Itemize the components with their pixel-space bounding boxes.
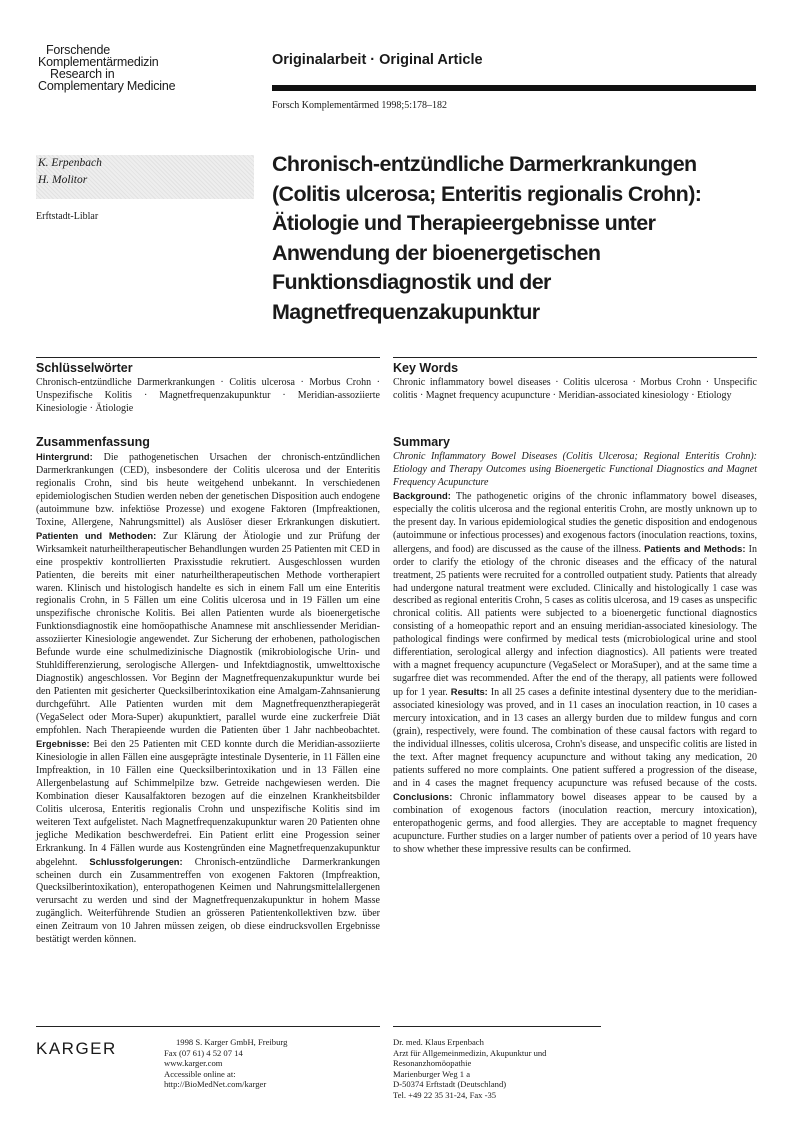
results-label: Ergebnisse: [36, 737, 90, 749]
methods-label: Patients and Methods: [644, 542, 746, 554]
title-line: Funktionsdiagnostik und der [272, 270, 551, 294]
keywords-en-heading: Key Words [393, 361, 459, 375]
publisher-online-link[interactable]: http://BioMedNet.com/karger [164, 1079, 267, 1090]
background-text: The pathogenetic origins of the chronic inflammatory bowel diseases, especially the colitis ulcerosa and the regional enteritis Crohn, are mostly unknown up to the present day. In various epidemiological studies the genetic disposition and endogenous (autoimmune or infectious processes) and exogenous factors (inoculation reactions, toxins, allergens, and food) are discussed as the cause of the illness. [393, 490, 757, 555]
title-line: Chronisch-entzündliche Darmerkrankungen [272, 152, 697, 176]
publisher-fax: Fax (07 61) 4 52 07 14 [164, 1047, 243, 1058]
citation: Forsch Komplementärmed 1998;5:178–182 [272, 100, 447, 111]
journal-name-line: Forschende [46, 43, 111, 57]
author-name: H. Molitor [38, 174, 88, 186]
background-label: Hintergrund: [36, 451, 93, 462]
summary-subtitle: Chronic Inflammatory Bowel Diseases (Colitis Ulcerosa; Regional Enteritis Crohn): Etiology and Therapy Outcomes using Bioenergetic Functional Diagnostics and Magnet Frequency Acupuncture [393, 451, 757, 488]
title-line: (Colitis ulcerosa; Enteritis regionalis Crohn): [272, 181, 702, 206]
correspondence-line: Marienburger Weg 1 a [393, 1068, 471, 1079]
author-name: K. Erpenbach [38, 157, 102, 169]
title-line: Anwendung der bioenergetischen [272, 240, 601, 265]
correspondence-line: Arzt für Allgemeinmedizin, Akupunktur und [393, 1047, 547, 1058]
journal-name [38, 44, 238, 92]
publisher-online-note: Accessible online at: [164, 1068, 236, 1079]
results-label: Results: [450, 686, 488, 698]
methods-text: Zur Klärung der Ätiologie und zur Prüfung der Wirksamkeit naturheiltherapeutischer Behandlungen wurden 25 Patienten mit CED in eine prospektiv kontrollierten Praxisstudie rekrutiert. Ausgeschlossen wurden Patienten, die bereits mit einer naturheiltherapeutischen Methode vortherapiert waren. Klinisch und histologisch handelte es sich in einem Fall um eine Enteritis regionalis Crohn, in 5 Fällen um eine Colitis ulcerosa und in 19 Fällen um eine unspezifische chronische Kolitis. Bei allen Patienten wurde als bioenergetische Funktionsdiagnostik eine homöopathische Anamnese mit anschliessender Meridian-assoziierter Kinesiologie angewendet. Zur Sicherung der erhobenen, pathologischen Befunde wurde eine schulmedizinische Diagnostik (mikrobiologische Urin- und Stuhldifferenzierung, serologische Allergen- und Infektdiagnostik, umwelttoxische Diagnostik) angeschlossen. Vor Beginn der Magnetfrequenzakupunktur wurde bei den Patienten mit gesicherter Quecksilberintoxikation eine Amalgam-Zahnsanierung durchgeführt. Alle Patienten wurden mit dem Magnetfrequenztherapiegerät (VegaSelect oder Mora-Super) akupunktiert, parallel wurde eine zuckerfreie Diät empfohlen. Nach Therapieende wurden die Patienten über 1 Jahr nachbeobachtet. [36, 530, 380, 737]
journal-name-line: Komplementärmedizin [38, 55, 159, 69]
conclusion-label: Conclusions: [393, 790, 453, 802]
methods-label: Patienten und Methoden: [36, 529, 157, 541]
section-rule [393, 357, 757, 358]
keywords-de-text: Chronisch-entzündliche Darmerkrankungen · Colitis ulcerosa · Morbus Crohn · Unspezifische Kolitis · Magnetfrequenzakupunktur · Meridian-assoziierte Kinesiologie · Ätiologie [36, 377, 380, 414]
keywords-en-text: Chronic inflammatory bowel diseases · Colitis ulcerosa · Morbus Crohn · Unspecific colitis · Magnet frequency acupuncture · Meridian-associated kinesiology · Etiology [393, 377, 757, 401]
section-rule [36, 357, 380, 358]
correspondence-address [393, 1037, 546, 1101]
footer-rule [393, 1026, 601, 1027]
copyright-line: 1998 S. Karger GmbH, Freiburg [176, 1037, 288, 1047]
conclusion-text: Chronic inflammatory bowel diseases appear to be caused by a combination of exogenous factors (inoculation reaction, mercury intoxication), enteropathogenic germs, and food allergies. They are acceptable to magnet frequency acupuncture. Further studies on a larger number of patients over a period of 10 years have to show whether these impressive results can be confirmed. [393, 791, 757, 855]
keywords-de-heading: Schlüsselwörter [36, 361, 133, 375]
summary-en-heading: Summary [393, 435, 450, 449]
affiliation: Erftstadt-Liblar [36, 211, 99, 222]
results-text: In all 25 cases a definite intestinal dysentery due to the meridian-associated kinesiology was proved, and in 11 cases an inoculation reaction, in 10 cases a mercury intoxication, and in 13 cases an allergy burden due to mildew fungus and corn (grain), respectively, were found. The combination of these causal factors with regard to the individual illnesses, colitis ulcerosa, Crohn's disease, and unspecific colitis are listed in the text. After magnet frequency acupuncture and without taking any medication, 20 patients suffered no more complaints. One patient suffered a progression of the disease, and in 4 cases the magnet frequency acupuncture was refused because of the costs. [393, 687, 757, 789]
title-line: Magnetfrequenzakupunktur [272, 299, 540, 324]
header-rule [272, 85, 756, 91]
conclusion-label: Schlussfolgerungen: [89, 855, 183, 867]
author-box [36, 155, 254, 199]
article-type: Originalarbeit · Original Article [272, 52, 483, 68]
journal-name-line: Research in [50, 67, 115, 81]
summary-de-heading: Zusammenfassung [36, 435, 150, 449]
publisher-website[interactable]: www.karger.com [164, 1058, 223, 1069]
summary-de-text [36, 451, 380, 947]
journal-name-line: Complementary Medicine [38, 79, 176, 93]
results-text: Bei den 25 Patienten mit CED konnte durch die Meridian-assoziierte Kinesiologie in allen Fällen eine ausgeprägte intestinale Dysenterie, in 11 Fällen eine Impfreaktion, in 10 Fällen eine Quecksilberintoxikation und in 13 Fällen eine Allergenbelastung auf Schimmelpilze bzw. Getreide nachgewiesen werden. Die Kombination dieser Kausalfaktoren bezogen auf die einzelnen Krankheitsbilder Colitis ulcerosa, Enteritis regionalis Crohn und unspezifische Kolitis sind im weiteren Text aufgelistet. Nach Magnetfrequenzakupunktur waren 20 Patienten ohne jegliche Medikation beschwerdefrei. Ein Patient erlitt eine Progession seiner Erkrankung. In 4 Fällen wurde aus Kostengründen eine Magnetfrequenzakupunktur abgelehnt. [36, 738, 380, 868]
publisher-logo: KARGER [36, 1039, 117, 1058]
background-text: Die pathogenetischen Ursachen der chronisch-entzündlichen Darmerkrankungen (CED), insbesondere der Colitis ulcerosa und der Enteritis regionalis Crohn, sind bis heute weitgehend unbekannt. In verschiedenen epidemiologischen Studien werden neben der genetischen Disposition auch endogene (autoimmune bzw. infektiöse Prozesse) und exogene Faktoren (Impfreaktionen, Toxine, Allergene, Nahrungsmittel) als Auslöser dieser Erkrankungen diskutiert. [36, 452, 380, 528]
background-label: Background: [393, 489, 451, 501]
correspondence-line: Tel. +49 22 35 31-24, Fax -35 [393, 1089, 497, 1100]
correspondence-line: D-50374 Erftstadt (Deutschland) [393, 1079, 507, 1090]
article-title [272, 150, 762, 327]
conclusion-text: Chronisch-entzündliche Darmerkrankungen scheinen durch ein Zusammentreffen von exogenen Faktoren (Impfreaktion, Quecksilberintoxikation), enteropathogenen Keimen und Nahrungsmittelallergenen verursacht zu werden und sind der Magnetfrequenzakupunktur in hohem Masse zugänglich. Weiterführende Studien an grösseren Patientenkollektiven bzw. über einen Zeitraum von 10 Jahren müssen zeigen, ob diese eindrucksvollen Ergebnisse bestätigt werden können. [36, 856, 380, 946]
publisher-info [164, 1037, 287, 1090]
footer-rule [36, 1026, 380, 1027]
correspondence-line: Dr. med. Klaus Erpenbach [393, 1037, 484, 1047]
title-line: Ätiologie und Therapieergebnisse unter [272, 211, 656, 235]
correspondence-line: Resonanzhomöopathie [393, 1058, 472, 1069]
summary-en-text [393, 451, 757, 857]
methods-text: In order to clarify the etiology of the chronic diseases and the efficacy of the natural treatment, 25 patients were recruited for a controlled outpatient study. Patients that already had undergone natural treatment were excluded. Clinically and histologically 1 case was described as regional enteritis Crohn, 5 cases as colitis ulcerosa, and 19 cases as unspecific chronical colitis. All patients were subjected to a bioenergetic functional diagnostics consisting of a homeopathic report and an ensuing meridian-associated kinesiology. The pathological findings were confirmed by medical tests (microbiological urine and stool differentiation, serological allergy and infection diagnostics). All patients were treated with a magnet frequency acupuncture (VegaSelect or MoraSuper), and at the same time a sugarfree diet was recommended. After the end of the therapy, all patients were followed up for 1 year. [393, 543, 757, 699]
